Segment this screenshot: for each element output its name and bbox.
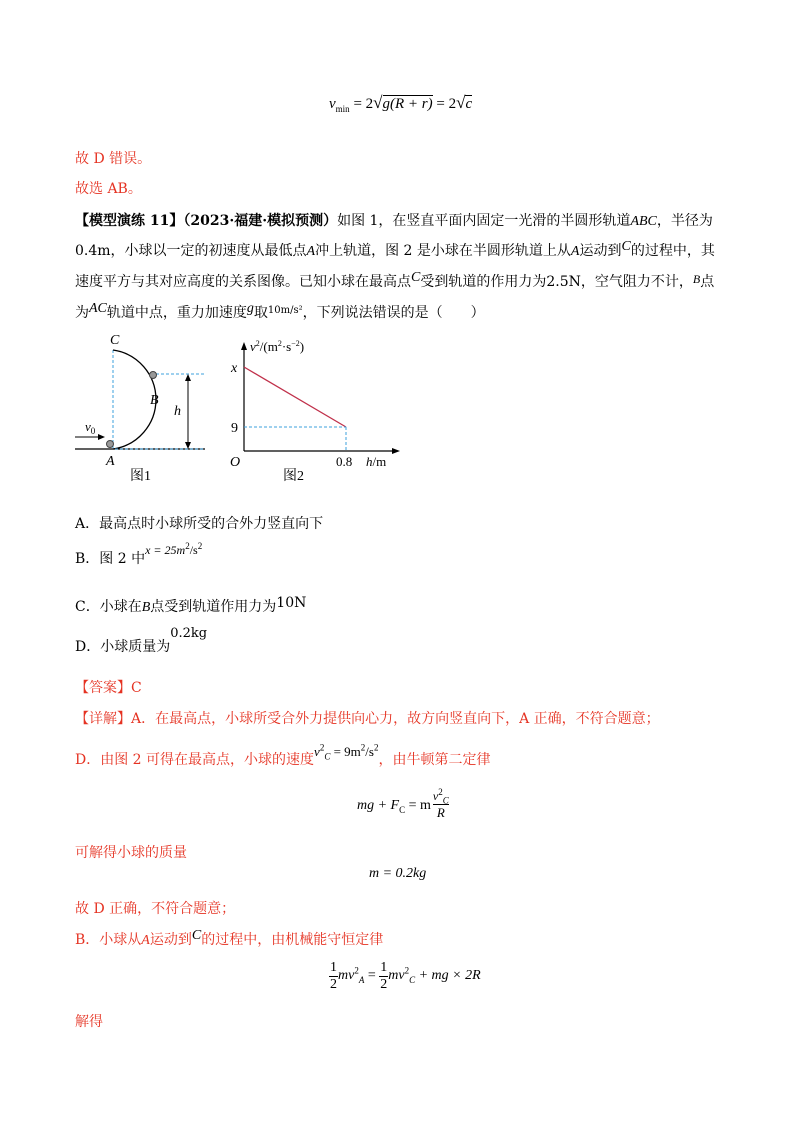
option-b: B．图 2 中$x = 25m^2/s^2$ — [75, 541, 203, 567]
equation-vmin: $v_{min} = 2√g(R + r) = 2√c$ — [329, 93, 473, 114]
ball-b — [150, 372, 157, 379]
ball-a — [107, 441, 114, 448]
problem-source: （2023·福建·模拟预测） — [183, 213, 338, 229]
label-a: A — [106, 454, 115, 469]
y-tick-x: x — [231, 361, 238, 376]
conclusion-d-wrong: 故 D 错误。 — [75, 151, 152, 167]
y-tick-9: 9 — [231, 421, 238, 436]
option-d: D．小球质量为0.2kg — [75, 626, 208, 655]
equation-newton: mg + $F_C = m$ $\frac{v^2_C}{R}$ — [357, 787, 449, 820]
equation-mass: m = 0.2kg — [369, 866, 427, 881]
answer-line: 【答案】C — [75, 680, 142, 696]
equation-energy: $\frac{1}{2}$ $mv^2_A$ = $\frac{1}{2}$ $mv^2_C$ + mg × 2R — [330, 960, 481, 992]
label-v0: $v_0$ — [85, 419, 96, 436]
height-arrow-bottom — [185, 442, 191, 449]
figure-2 — [225, 335, 400, 485]
x-axis-label: h/m — [366, 454, 387, 469]
detail-line-1: 【详解】A．在最高点，小球所受合外力提供向心力，故方向竖直向下，A 正确，不符合题意； — [75, 711, 660, 727]
detail-line-3: 可解得小球的质量 — [75, 845, 187, 861]
problem-line-4: 为AC轨道中点，重力加速度g取$^{10m/s^2}$，下列说法错误的是（ ） — [75, 301, 485, 321]
plot-area — [244, 367, 346, 451]
x-tick-08: 0.8 — [336, 454, 353, 469]
y-axis-label: $v^2/(m^2\cdot s^{-2})$ — [250, 339, 305, 354]
label-b: B — [150, 393, 159, 408]
figure-1-caption: 图1 — [130, 469, 151, 484]
option-a: A．最高点时小球所受的合外力竖直向下 — [75, 516, 324, 532]
detail-line-2: D．由图 2 可得在最高点，小球的速度$v^2_C = 9m^2/s^2$，由牛顿第二定律 — [75, 742, 491, 768]
problem-line-3: 速度平方与其对应高度的关系图像。已知小球在最高点C受到轨道的作用力为2.5N，空气阻力不计，B点 — [75, 270, 715, 290]
option-c: C．小球在B点受到轨道作用力为10N — [75, 595, 307, 615]
height-arrow-top — [185, 374, 191, 381]
problem-line-1: 【模型演练 11】（2023·福建·模拟预测）如图 1，在竖直平面内固定一光滑的半圆形轨道ABC，半径为 — [75, 213, 713, 229]
figure-2-caption: 图2 — [283, 469, 304, 484]
series-line — [244, 367, 346, 427]
origin-label: O — [230, 455, 241, 470]
problem-tag: 【模型演练 11】 — [75, 213, 184, 229]
figure-1 — [70, 330, 220, 485]
conclusion-choose-ab: 故选 AB。 — [75, 181, 142, 197]
detail-line-5: B．小球从A运动到C的过程中，由机械能守恒定律 — [75, 928, 384, 948]
label-c: C — [110, 333, 120, 348]
y-axis-arrow — [241, 342, 247, 350]
label-h: h — [174, 404, 181, 419]
velocity-arrowhead — [98, 434, 105, 440]
detail-line-6: 解得 — [75, 1014, 103, 1030]
problem-line-2: 0.4m，小球以一定的初速度从最低点A冲上轨道，图 2 是小球在半圆形轨道上从A运动到C的过程中，其 — [75, 239, 715, 259]
x-axis-arrow — [392, 448, 400, 454]
detail-line-4: 故 D 正确，不符合题意； — [75, 901, 236, 917]
